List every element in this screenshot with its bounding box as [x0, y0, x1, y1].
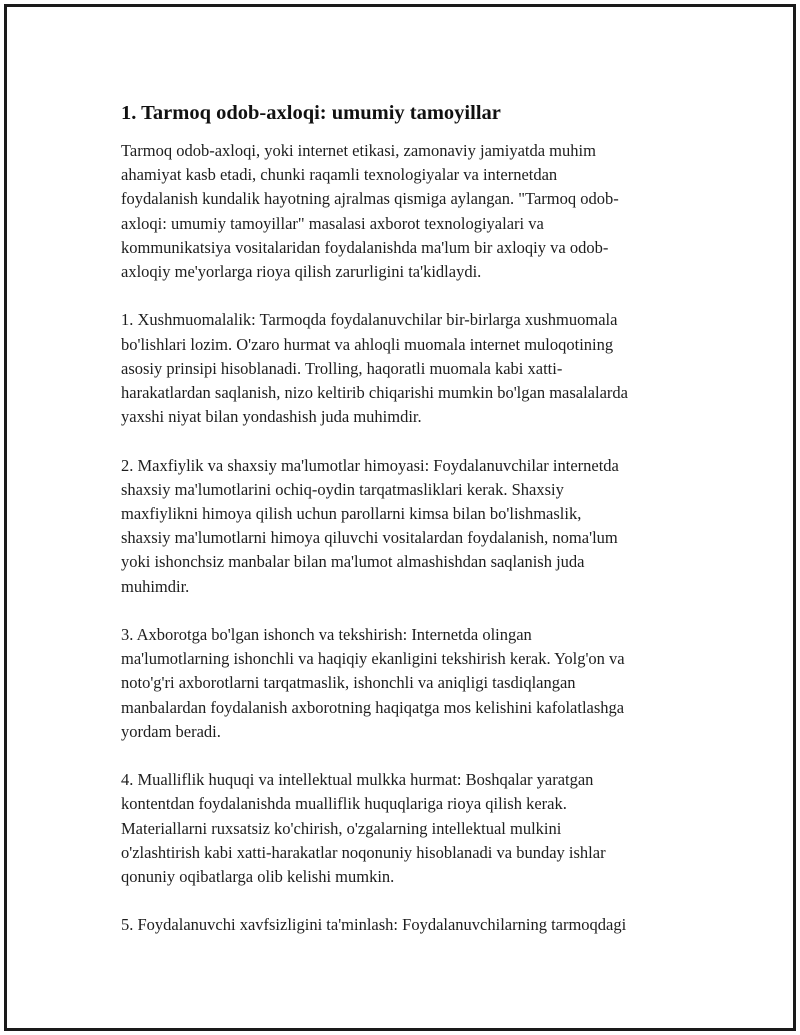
principle-paragraph-2: [121, 454, 701, 599]
text-line: harakatlardan saqlanish, nizo keltirib chiqarishi mumkin bo'lgan masalalarda: [121, 383, 628, 403]
text-line: 2. Maxfiylik va shaxsiy ma'lumotlar himoyasi: Foydalanuvchilar internetda: [121, 455, 619, 475]
text-line: 1. Xushmuomalalik: Tarmoqda foydalanuvchilar bir-birlarga xushmuomala: [121, 310, 618, 330]
text-line: 5. Foydalanuvchi xavfsizligini ta'minlash: Foydalanuvchilarning tarmoqdagi: [121, 915, 627, 935]
intro-paragraph: [121, 139, 701, 284]
document-title: 1. Tarmoq odob-axloqi: umumiy tamoyillar: [121, 102, 501, 124]
text-line: yoki ishonchsiz manbalar bilan ma'lumot almashishdan saqlanish juda: [121, 552, 585, 572]
text-line: kontentdan foydalanishda mualliflik huquqlariga rioya qilish kerak.: [121, 794, 567, 814]
text-line: maxfiylikni himoya qilish uchun parollarni kimsa bilan bo'lishmaslik,: [121, 504, 582, 524]
text-line: axloqiy me'yorlarga rioya qilish zarurligini ta'kidlaydi.: [121, 262, 482, 282]
text-line: axloqi: umumiy tamoyillar" masalasi axborot texnologiyalari va: [121, 213, 544, 233]
text-line: noto'g'ri axborotlarni tarqatmaslik, ishonchli va aniqligi tasdiqlangan: [121, 673, 576, 693]
text-line: o'zlashtirish kabi xatti-harakatlar noqonuniy hisoblanadi va bunday ishlar: [121, 842, 606, 862]
document-body: [121, 99, 701, 962]
principle-paragraph-5: [121, 913, 701, 937]
text-line: Materiallarni ruxsatsiz ko'chirish, o'zgalarning intellektual mulkini: [121, 818, 562, 838]
text-line: yaxshi niyat bilan yondashish juda muhimdir.: [121, 407, 422, 427]
text-line: 4. Mualliflik huquqi va intellektual mulkka hurmat: Boshqalar yaratgan: [121, 770, 594, 790]
text-line: kommunikatsiya vositalaridan foydalanishda ma'lum bir axloqiy va odob-: [121, 237, 609, 257]
text-line: 3. Axborotga bo'lgan ishonch va tekshirish: Internetda olingan: [121, 625, 532, 645]
text-line: foydalanish kundalik hayotning ajralmas qismiga aylangan. "Tarmoq odob-: [121, 189, 619, 209]
principle-paragraph-3: [121, 623, 701, 744]
text-line: Tarmoq odob-axloqi, yoki internet etikasi, zamonaviy jamiyatda muhim: [121, 141, 596, 160]
text-line: shaxsiy ma'lumotlarini ochiq-oydin tarqatmasliklari kerak. Shaxsiy: [121, 479, 564, 499]
page-frame: [4, 4, 796, 1031]
text-line: ma'lumotlarning ishonchli va haqiqiy ekanligini tekshirish kerak. Yolg'on va: [121, 649, 625, 669]
text-line: asosiy prinsipi hisoblanadi. Trolling, haqoratli muomala kabi xatti-: [121, 358, 563, 378]
text-line: manbalardan foydalanish axborotning haqiqatga mos kelishini kafolatlashga: [121, 697, 625, 717]
principle-paragraph-4: [121, 768, 701, 889]
text-line: yordam beradi.: [121, 721, 221, 741]
text-line: muhimdir.: [121, 576, 190, 596]
text-line: qonuniy oqibatlarga olib kelishi mumkin.: [121, 867, 395, 887]
text-line: shaxsiy ma'lumotlarni himoya qiluvchi vositalardan foydalanish, noma'lum: [121, 528, 618, 548]
principle-paragraph-1: [121, 308, 701, 429]
text-line: ahamiyat kasb etadi, chunki raqamli texnologiyalar va internetdan: [121, 165, 558, 185]
text-line: bo'lishlari lozim. O'zaro hurmat va ahloqli muomala internet muloqotining: [121, 334, 614, 354]
